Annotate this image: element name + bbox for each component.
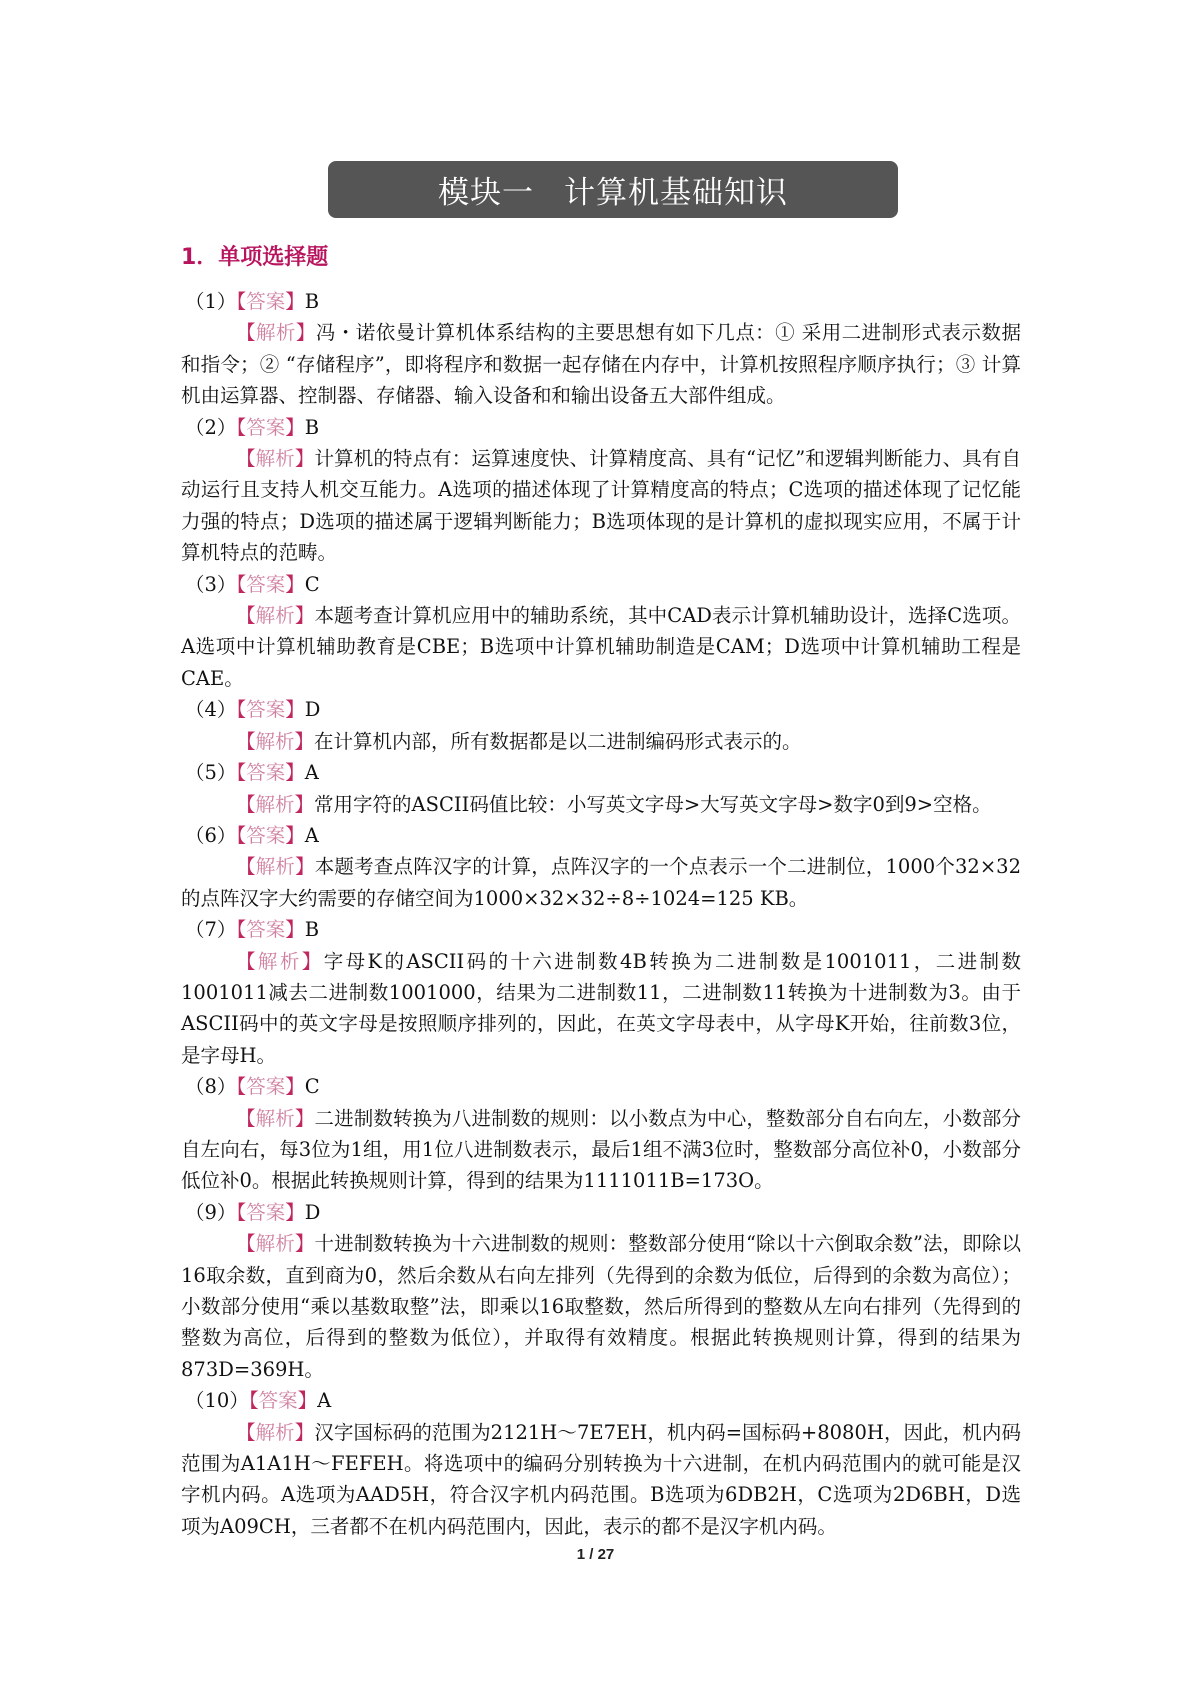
explanation-paragraph xyxy=(181,1417,1021,1543)
module-title-banner xyxy=(328,161,898,218)
answer-item xyxy=(181,694,1021,757)
explanation-paragraph xyxy=(181,1103,1021,1197)
answer-tag: 【答案】 xyxy=(236,1200,305,1224)
answer-value: D xyxy=(304,1200,321,1224)
question-number: （1） xyxy=(185,290,237,313)
question-number: （7） xyxy=(185,918,237,942)
answer-tag: 【答案】 xyxy=(236,1075,305,1099)
page-number: 1 / 27 xyxy=(576,1546,615,1563)
question-number: （6） xyxy=(185,823,237,847)
explanation-text: 二进制数转换为八进制数的规则：以小数点为中心，整数部分自右向左，小数部分自左向右，每3位为1组，用1位八进制数表示，最后1组不满3位时，整数部分高位补0，小数部分低位补0。根据此转换规则计算，得到的结果为1111011B=173O。 xyxy=(181,1106,1021,1193)
explanation-tag: 【解析】 xyxy=(236,321,316,345)
question-number: （9） xyxy=(185,1200,237,1224)
explanation-text: 冯・诺依曼计算机体系结构的主要思想有如下几点：① 采用二进制形式表示数据和指令；② “存储程序”，即将程序和数据一起存储在内存中，计算机按照程序顺序执行；③ 计算机由运算器、控制器、存储器、输入设备和和输出设备五大部件组成。 xyxy=(181,321,1021,408)
answer-line xyxy=(181,757,1021,788)
answer-value: C xyxy=(304,572,320,596)
answer-line xyxy=(181,1071,1021,1102)
explanation-text: 本题考查点阵汉字的计算，点阵汉字的一个点表示一个二进制位，1000个32×32的点阵汉字大约需要的存储空间为1000×32×32÷8÷1024=125 KB。 xyxy=(181,855,1021,910)
answer-item xyxy=(181,820,1021,914)
question-number: （8） xyxy=(185,1075,237,1099)
question-number: （2） xyxy=(185,415,237,439)
answer-item xyxy=(181,757,1021,820)
explanation-tag: 【解析】 xyxy=(236,729,315,753)
explanation-tag: 【解析】 xyxy=(236,447,315,471)
explanation-paragraph xyxy=(181,600,1021,694)
explanation-text: 字母K的ASCII码的十六进制数4B转换为二进制数是1001011，二进制数1001011减去二进制数1001000，结果为二进制数11，二进制数11转换为十进制数为3。由于ASCII码中的英文字母是按照顺序排列的，因此，在英文字母表中，从字母K开始，往前数3位，是字母H。 xyxy=(181,949,1021,1067)
question-number: （10） xyxy=(185,1389,249,1413)
answer-tag: 【答案】 xyxy=(236,698,305,722)
answer-line xyxy=(181,569,1021,600)
section-heading: 1．单项选择题 xyxy=(181,245,329,270)
answer-value: A xyxy=(304,823,319,847)
answer-value: B xyxy=(304,918,320,942)
answer-item xyxy=(181,914,1021,1071)
explanation-paragraph xyxy=(181,946,1021,1072)
explanation-tag: 【解析】 xyxy=(236,1232,315,1256)
answer-value: A xyxy=(317,1389,332,1413)
answer-value: C xyxy=(304,1075,320,1099)
answer-line xyxy=(181,1385,1021,1416)
explanation-text: 在计算机内部，所有数据都是以二进制编码形式表示的。 xyxy=(314,729,802,753)
answer-tag: 【答案】 xyxy=(236,823,305,847)
answer-value: B xyxy=(304,415,320,439)
explanation-paragraph xyxy=(181,789,1021,820)
question-number: （4） xyxy=(185,698,237,722)
explanation-tag: 【解析】 xyxy=(236,792,315,816)
answer-line xyxy=(181,694,1021,725)
answer-tag: 【答案】 xyxy=(236,572,305,596)
question-number: （5） xyxy=(185,761,237,785)
answer-list xyxy=(181,286,1021,1542)
explanation-paragraph xyxy=(181,726,1021,757)
explanation-paragraph xyxy=(181,851,1021,914)
answer-tag: 【答案】 xyxy=(236,290,305,313)
answer-value: B xyxy=(304,290,320,313)
explanation-tag: 【解析】 xyxy=(236,1420,315,1444)
answer-line xyxy=(181,412,1021,443)
explanation-tag: 【解析】 xyxy=(236,604,315,628)
explanation-tag: 【解析】 xyxy=(236,949,324,973)
module-name: 计算机基础知识 xyxy=(564,175,788,211)
answer-item xyxy=(181,1071,1021,1197)
explanation-paragraph xyxy=(181,317,1021,411)
answer-item xyxy=(181,569,1021,695)
explanation-text: 十进制数转换为十六进制数的规则：整数部分使用“除以十六倒取余数”法，即除以16取余数，直到商为0，然后余数从右向左排列（先得到的余数为低位，后得到的余数为高位）；小数部分使用“乘以基数取整”法，即乘以16取整数，然后所得到的整数从左向右排列（先得到的整数为高位，后得到的整数为低位），并取得有效精度。根据此转换规则计算，得到的结果为873D=369H。 xyxy=(181,1232,1021,1381)
answer-item xyxy=(181,1385,1021,1542)
answer-item xyxy=(181,1197,1021,1385)
question-number: （3） xyxy=(185,572,237,596)
explanation-text: 本题考查计算机应用中的辅助系统，其中CAD表示计算机辅助设计，选择C选项。A选项中计算机辅助教育是CBE；B选项中计算机辅助制造是CAM；D选项中计算机辅助工程是CAE。 xyxy=(181,604,1021,690)
explanation-text: 常用字符的ASCII码值比较：小写英文字母>大写英文字母>数字0到9>空格。 xyxy=(314,792,992,816)
explanation-text: 汉字国标码的范围为2121H～7E7EH，机内码=国标码+8080H，因此，机内码范围为A1A1H～FEFEH。将选项中的编码分别转换为十六进制，在机内码范围内的就可能是汉字机内码。A选项为AAD5H，符合汉字机内码范围。B选项为6DB2H，C选项为2D6BH，D选项为A09CH，三者都不在机内码范围内，因此，表示的都不是汉字机内码。 xyxy=(181,1420,1021,1538)
explanation-tag: 【解析】 xyxy=(236,1106,315,1130)
answer-tag: 【答案】 xyxy=(236,415,305,439)
answer-item xyxy=(181,412,1021,569)
answer-line xyxy=(181,1197,1021,1228)
explanation-tag: 【解析】 xyxy=(236,855,315,879)
explanation-paragraph xyxy=(181,443,1021,569)
answer-line xyxy=(181,286,1021,317)
answer-line xyxy=(181,820,1021,851)
answer-value: D xyxy=(304,698,321,722)
answer-tag: 【答案】 xyxy=(236,761,305,785)
answer-item xyxy=(181,286,1021,412)
answer-line xyxy=(181,914,1021,945)
answer-tag: 【答案】 xyxy=(236,918,305,942)
module-number: 模块一 xyxy=(438,175,534,211)
explanation-text: 计算机的特点有：运算速度快、计算精度高、具有“记忆”和逻辑判断能力、具有自动运行且支持人机交互能力。A选项的描述体现了计算精度高的特点；C选项的描述体现了记忆能力强的特点；D选项的描述属于逻辑判断能力；B选项体现的是计算机的虚拟现实应用，不属于计算机特点的范畴。 xyxy=(181,447,1021,565)
answer-tag: 【答案】 xyxy=(248,1389,318,1413)
answer-value: A xyxy=(304,761,319,785)
explanation-paragraph xyxy=(181,1228,1021,1385)
